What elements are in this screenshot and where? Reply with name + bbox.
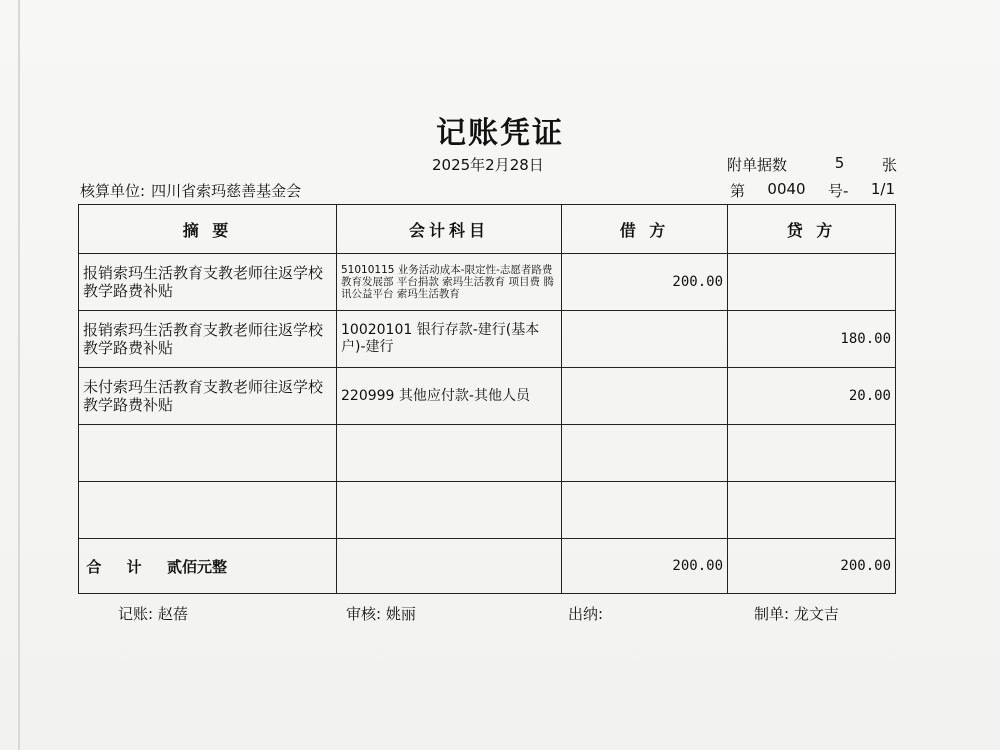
- total-credit: 200.00: [728, 539, 896, 594]
- total-label: 合 计: [86, 557, 152, 576]
- row-debit: [562, 311, 728, 368]
- row-summary: 报销索玛生活教育支教老师往返学校教学路费补贴: [79, 254, 337, 311]
- signature-cashier: 出纳:: [568, 605, 604, 623]
- row-credit: [728, 254, 896, 311]
- row-account: 10020101 银行存款-建行(基本户)-建行: [337, 311, 562, 368]
- total-cell: [79, 539, 337, 594]
- header-debit: 借 方: [562, 205, 728, 254]
- voucher-number-suffix: 号-: [828, 182, 849, 200]
- row-summary: [79, 425, 337, 482]
- row-summary: 报销索玛生活教育支教老师往返学校教学路费补贴: [79, 311, 337, 368]
- header-credit: 贷 方: [728, 205, 896, 254]
- row-debit: [562, 482, 728, 539]
- table-row: [79, 254, 896, 311]
- row-credit: [728, 425, 896, 482]
- row-credit: 20.00: [728, 368, 896, 425]
- row-summary: [79, 482, 337, 539]
- attachment-info: [727, 154, 897, 175]
- row-account: 220999 其他应付款-其他人员: [337, 368, 562, 425]
- total-row: [79, 539, 896, 594]
- voucher-page: 1/1: [870, 180, 895, 198]
- table-row: [79, 368, 896, 425]
- attachment-count: 5: [834, 154, 845, 172]
- signature-preparer: 制单: 龙文吉: [754, 605, 839, 623]
- row-credit: [728, 482, 896, 539]
- header-account: 会计科目: [337, 205, 562, 254]
- row-debit: [562, 425, 728, 482]
- row-account: [337, 425, 562, 482]
- header-summary: 摘 要: [79, 205, 337, 254]
- row-debit: 200.00: [562, 254, 728, 311]
- row-debit: [562, 368, 728, 425]
- voucher-title: 记账凭证: [436, 116, 564, 151]
- attachment-unit: 张: [881, 156, 897, 174]
- accounting-unit-label: 核算单位:: [80, 182, 146, 200]
- table-header-row: [79, 205, 896, 254]
- voucher-number-value: 0040: [767, 180, 806, 198]
- total-account-blank: [337, 539, 562, 594]
- voucher-number-prefix: 第: [730, 182, 746, 200]
- row-account: [337, 482, 562, 539]
- row-summary: 未付索玛生活教育支教老师往返学校教学路费补贴: [79, 368, 337, 425]
- total-amount-words: 贰佰元整: [167, 557, 228, 576]
- accounting-unit: [80, 180, 301, 201]
- table-row-empty: [79, 482, 896, 539]
- signature-reviewer: 审核: 姚丽: [346, 605, 416, 623]
- accounting-unit-name: 四川省索玛慈善基金会: [151, 182, 302, 200]
- row-account: 51010115 业务活动成本-限定性-志愿者路费 教育发展部 平台捐款 索玛生活教育 项目费 腾讯公益平台 索玛生活教育: [337, 254, 562, 311]
- attachment-label: 附单据数: [727, 156, 788, 174]
- voucher-number: [730, 180, 895, 201]
- voucher-date: 2025年2月28日: [432, 156, 544, 174]
- table-row-empty: [79, 425, 896, 482]
- voucher-table: [78, 204, 896, 594]
- row-credit: 180.00: [728, 311, 896, 368]
- signature-bookkeeper: 记账: 赵蓓: [118, 605, 188, 623]
- total-debit: 200.00: [562, 539, 728, 594]
- table-row: [79, 311, 896, 368]
